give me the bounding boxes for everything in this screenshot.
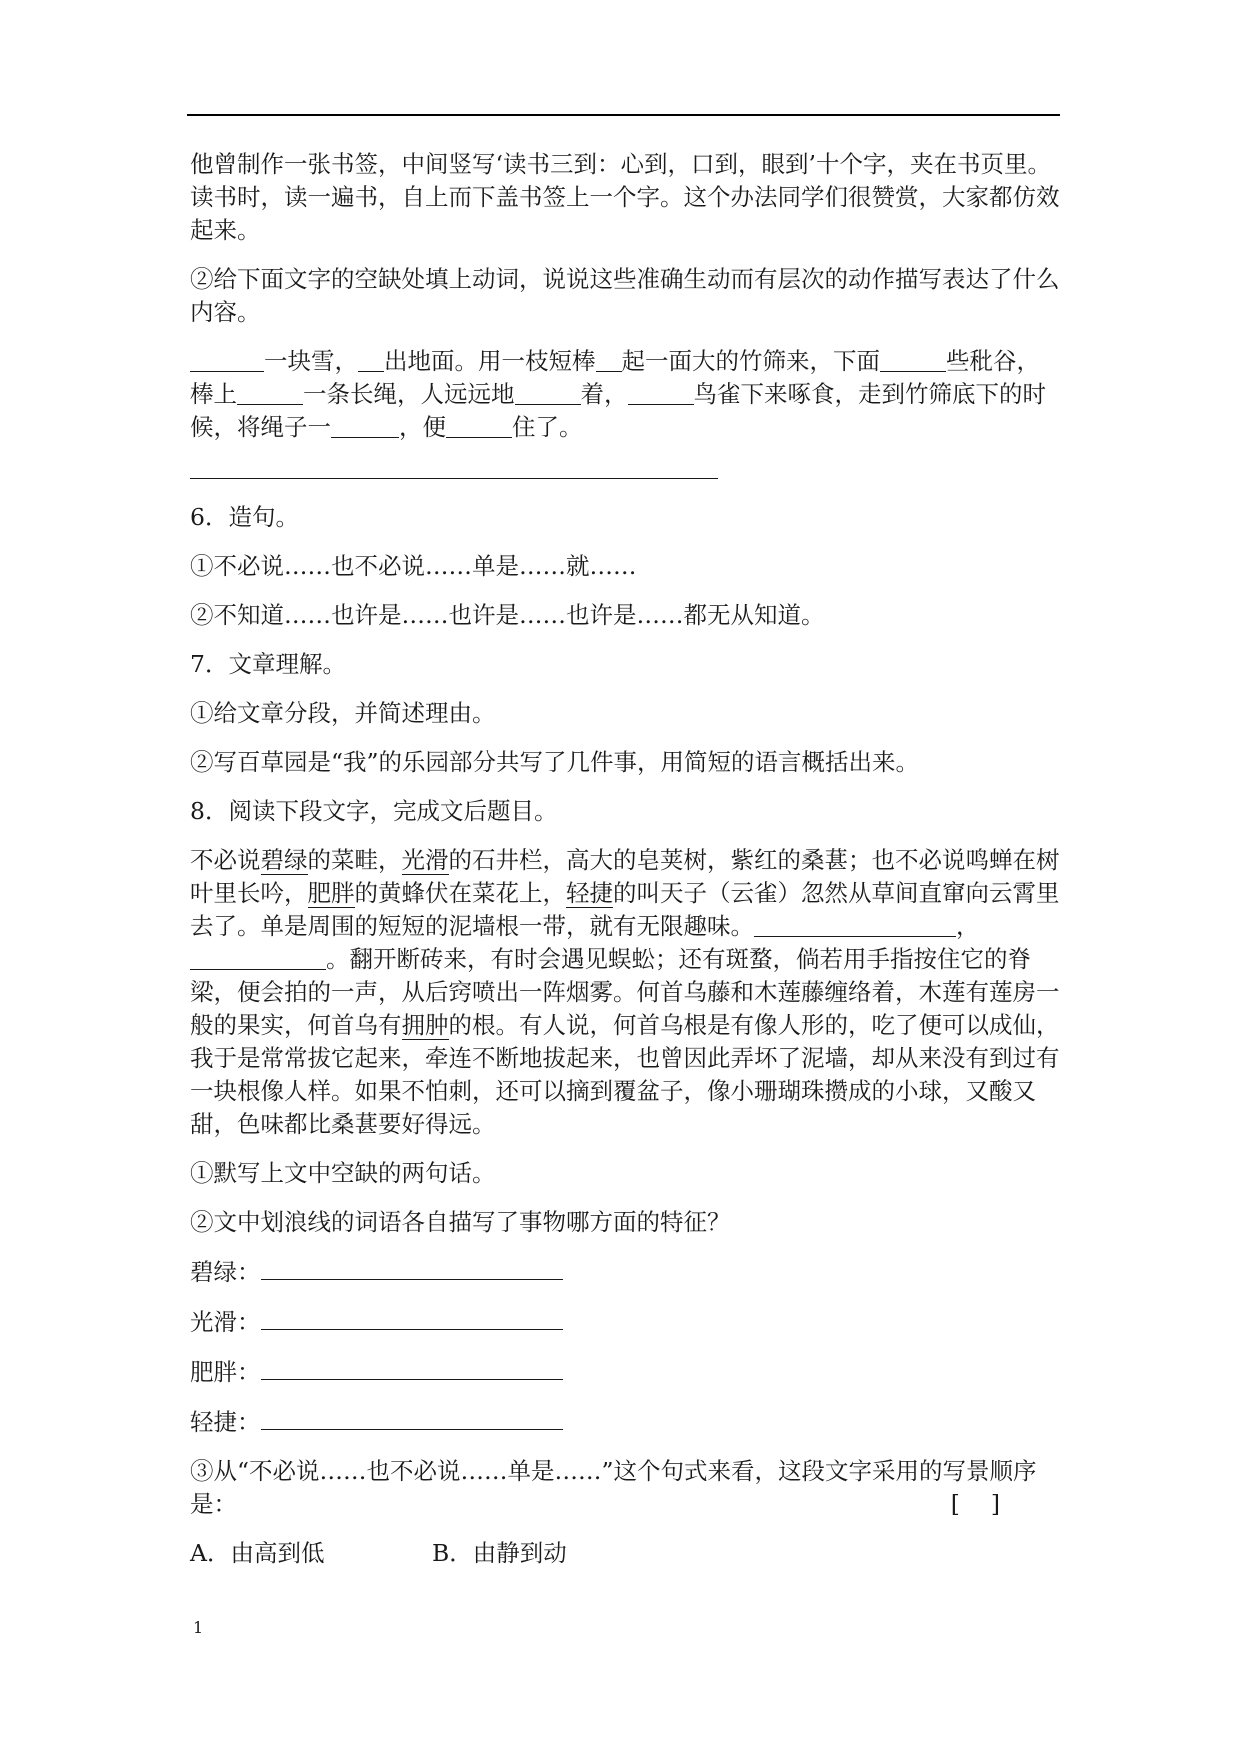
option-a[interactable]: A．由高到低	[190, 1539, 325, 1567]
fill-blank[interactable]	[190, 348, 264, 373]
answer-line[interactable]	[261, 1305, 563, 1330]
wavy-word: 拥肿	[401, 1011, 449, 1039]
answer-line[interactable]	[261, 1255, 563, 1280]
fill-row-bilv	[190, 1255, 1062, 1289]
q8-passage: 不必说碧绿的菜畦，光滑的石井栏，高大的皂荚树，紫红的桑葚；也不必说鸣蝉在树叶里长吟，肥胖的黄蜂伏在菜花上，轻捷的叫天子（云雀）忽然从草间直窜向云霄里去了。单是周围的短短的泥墙根一带，就有无限趣味。 ，。翻开断砖来，有时会遇见蜈蚣；还有斑蝥，倘若用手指按住它的脊梁，便会拍的一声，从后窍喷出一阵烟雾。何首乌藤和木莲藤缠络着，木莲有莲房一般的果实，何首乌有拥肿的根。有人说，何首乌根是有像人形的，吃了便可以成仙，我于是常常拔它起来，牵连不断地拔起来，也曾因此弄坏了泥墙，却从来没有到过有一块根像人样。如果不怕刺，还可以摘到覆盆子，像小珊瑚珠攒成的小球，又酸又甜，色味都比桑葚要好得远。	[190, 846, 1060, 1138]
document-body	[190, 148, 1062, 1570]
fill-blank[interactable]	[880, 348, 946, 373]
fill-blank[interactable]	[596, 348, 622, 373]
missing-sentence-blank[interactable]	[190, 946, 326, 971]
answer-options	[190, 1537, 1062, 1570]
q5-2-prompt: ②给下面文字的空缺处填上动词，说说这些准确生动而有层次的动作描写表达了什么内容。	[190, 265, 1060, 326]
fill-label: 碧绿：	[190, 1258, 261, 1286]
q7-title: 7．文章理解。	[190, 650, 346, 678]
fill-blank[interactable]	[628, 381, 694, 406]
fill-blank[interactable]	[331, 414, 399, 439]
answer-bracket[interactable]: [ ]	[950, 1490, 1000, 1518]
header-rule	[187, 114, 1060, 116]
q8-sub-2: ②文中划浪线的词语各自描写了事物哪方面的特征？	[190, 1208, 731, 1236]
q7-item-2: ②写百草园是“我”的乐园部分共写了几件事，用简短的语言概括出来。	[190, 748, 920, 776]
q6-item-2: ②不知道……也许是……也许是……也许是……都无从知道。	[190, 601, 825, 629]
missing-sentence-blank[interactable]	[754, 913, 956, 938]
wavy-word: 碧绿	[260, 846, 308, 874]
wavy-word: 光滑	[401, 846, 449, 874]
answer-line[interactable]	[261, 1405, 563, 1430]
fill-label: 轻捷：	[190, 1408, 261, 1436]
fill-blank[interactable]	[446, 414, 512, 439]
intro-paragraph: 他曾制作一张书签，中间竖写‘读书三到：心到，口到，眼到’十个字，夹在书页里。读书时，读一遍书，自上而下盖书签上一个字。这个办法同学们很赞赏，大家都仿效起来。	[190, 150, 1060, 244]
fill-blank[interactable]	[358, 348, 384, 373]
option-b[interactable]: B．由静到动	[432, 1539, 567, 1567]
answer-line[interactable]	[261, 1355, 563, 1380]
fill-blank[interactable]	[237, 381, 303, 406]
fill-row-feipang	[190, 1355, 1062, 1389]
fill-label: 光滑：	[190, 1308, 261, 1336]
wavy-word: 肥胖	[307, 879, 355, 907]
q6-title: 6．造句。	[190, 503, 299, 531]
q6-item-1: ①不必说……也不必说……单是……就……	[190, 552, 637, 580]
q8-sub-3-text: ③从“不必说……也不必说……单是……”这个句式来看，这段文字采用的写景顺序是：	[190, 1457, 1037, 1518]
q8-sub-3	[190, 1455, 1062, 1521]
q5-2-fill-paragraph: 一块雪， 出地面。用一枝短棒 起一面大的竹筛来，下面 些秕谷，棒上 一条长绳，人远远地 着， 鸟雀下来啄食，走到竹筛底下的时候，将绳子一 ，便 住了。	[190, 347, 1046, 441]
wavy-word: 轻捷	[566, 879, 613, 907]
answer-line[interactable]	[190, 478, 718, 479]
page-number: 1	[193, 1618, 204, 1637]
q7-item-1: ①给文章分段，并简述理由。	[190, 699, 496, 727]
fill-blank[interactable]	[515, 381, 581, 406]
q8-sub-1: ①默写上文中空缺的两句话。	[190, 1159, 496, 1187]
q8-title: 8．阅读下段文字，完成文后题目。	[190, 797, 558, 825]
fill-row-qingjie	[190, 1405, 1062, 1439]
fill-row-guanghua	[190, 1305, 1062, 1339]
fill-label: 肥胖：	[190, 1358, 261, 1386]
